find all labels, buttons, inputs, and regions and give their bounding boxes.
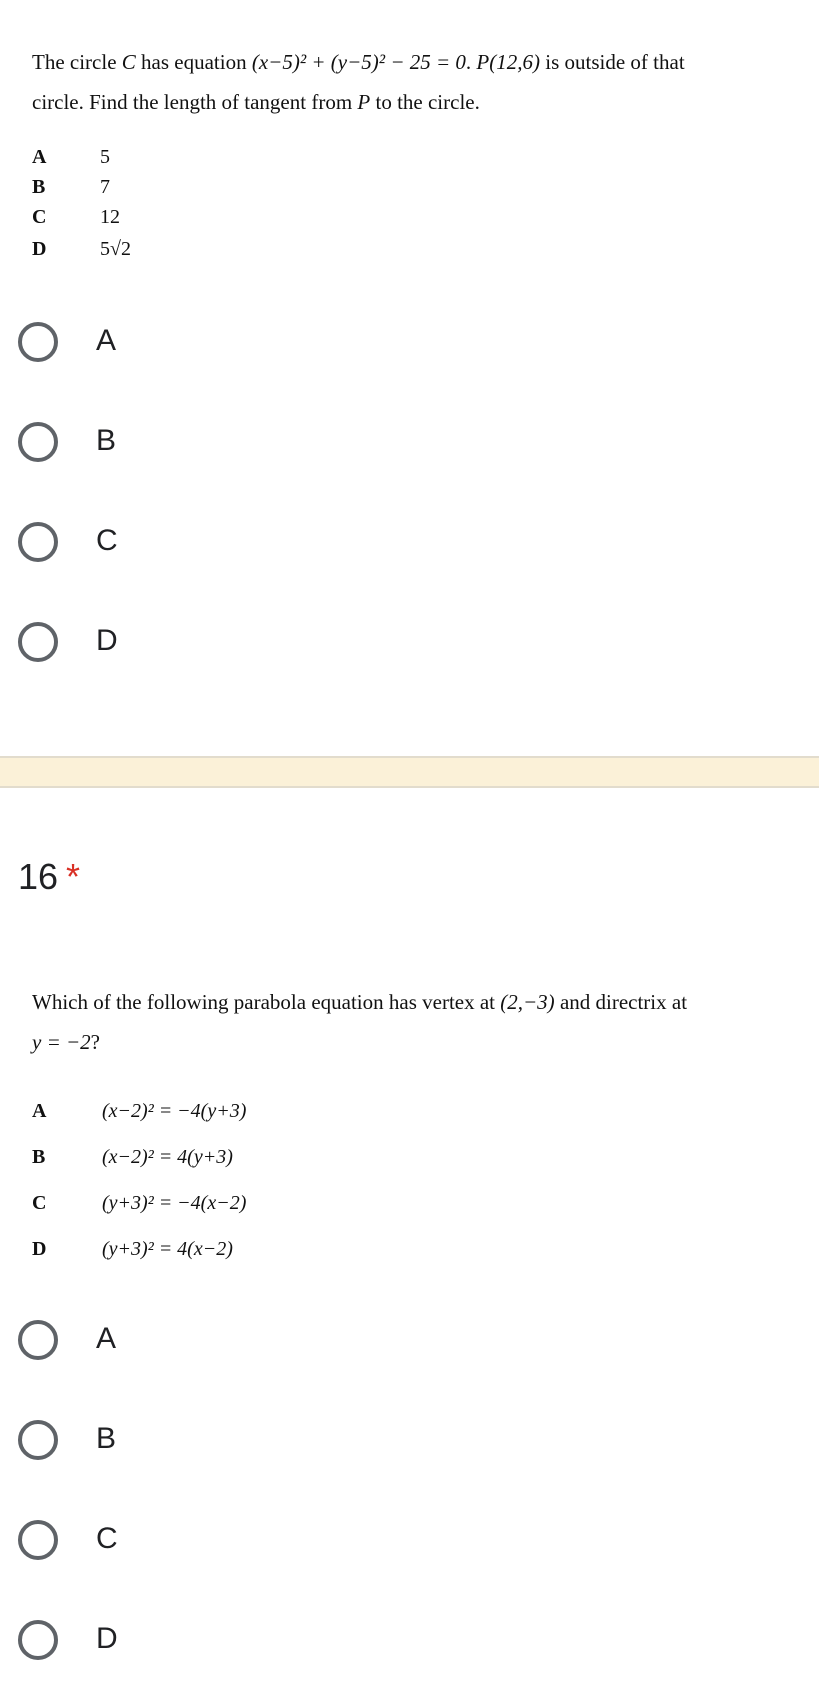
q16-directrix: y = −2	[32, 1030, 91, 1054]
radio-circle-icon[interactable]	[18, 322, 58, 362]
q16-vertex: (2,−3)	[500, 990, 555, 1014]
q16-title: 16 *	[18, 856, 81, 897]
q15-point: P(12,6)	[476, 50, 540, 74]
q16-line2: y = −2?	[32, 1030, 100, 1054]
q16-question-text	[32, 982, 792, 1062]
radio-circle-icon[interactable]	[18, 422, 58, 462]
q15-question-text	[32, 42, 792, 122]
q15-line2: circle. Find the length of tangent from P to the circle.	[32, 90, 480, 114]
section-divider	[0, 756, 819, 788]
radio-circle-icon[interactable]	[18, 1520, 58, 1560]
q15-line1: The circle C has equation (x−5)² + (y−5)² − 25 = 0. P(12,6) is outside of that	[32, 50, 685, 74]
radio-circle-icon[interactable]	[18, 1320, 58, 1360]
radio-circle-icon[interactable]	[18, 522, 58, 562]
q15-equation: (x−5)² + (y−5)² − 25 = 0	[251, 50, 466, 74]
radio-circle-icon[interactable]	[18, 622, 58, 662]
required-asterisk: *	[66, 856, 81, 897]
q16-line1: Which of the following parabola equation has vertex at (2,−3) and directrix at	[32, 990, 688, 1014]
radio-circle-icon[interactable]	[18, 1420, 58, 1460]
radio-circle-icon[interactable]	[18, 1620, 58, 1660]
